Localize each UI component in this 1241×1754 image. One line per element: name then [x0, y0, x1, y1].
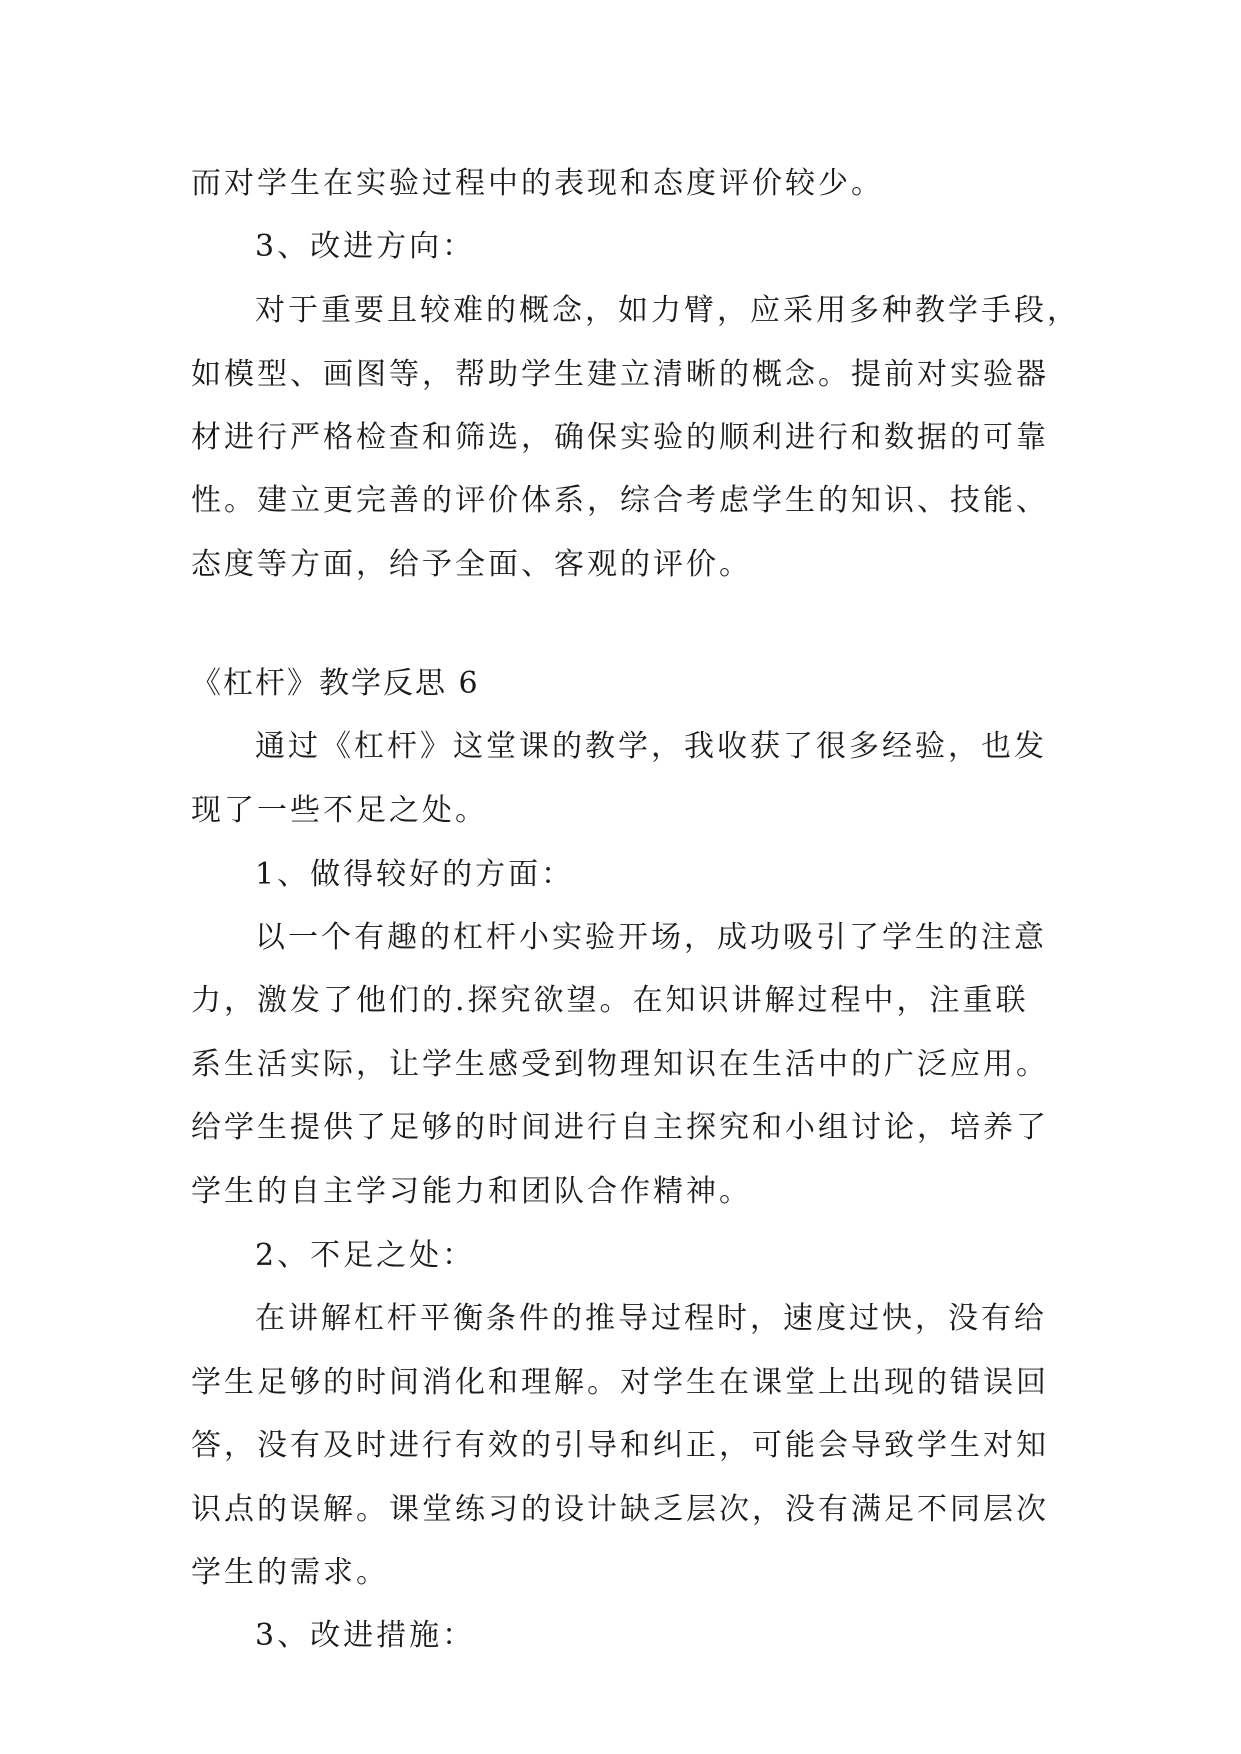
subheading-strengths: 1、做得较好的方面： [255, 857, 575, 892]
subheading-improvement-measures: 3、改进措施： [255, 1618, 476, 1653]
paragraph-line: 学生的自主学习能力和团队合作精神。 [191, 1174, 752, 1209]
paragraph-line: 如模型、画图等，帮助学生建立清晰的概念。提前对实验器 [191, 357, 1049, 392]
subheading-shortcomings: 2、不足之处： [255, 1238, 476, 1273]
paragraph-line: 而对学生在实验过程中的表现和态度评价较少。 [191, 166, 884, 201]
paragraph-line: 现了一些不足之处。 [191, 793, 488, 828]
section-title: 《杠杆》教学反思 6 [191, 666, 480, 701]
paragraph-line: 识点的误解。课堂练习的设计缺乏层次，没有满足不同层次 [191, 1492, 1049, 1527]
paragraph-line: 答，没有及时进行有效的引导和纠正，可能会导致学生对知 [191, 1428, 1049, 1463]
paragraph-line: 在讲解杠杆平衡条件的推导过程时，速度过快，没有给 [255, 1301, 1047, 1336]
paragraph-line: 以一个有趣的杠杆小实验开场，成功吸引了学生的注意 [255, 920, 1047, 955]
paragraph-line: 通过《杠杆》这堂课的教学，我收获了很多经验，也发 [255, 729, 1047, 764]
paragraph-line: 给学生提供了足够的时间进行自主探究和小组讨论，培养了 [191, 1110, 1049, 1145]
paragraph-line: 对于重要且较难的概念，如力臂，应采用多种教学手段， [255, 293, 1080, 328]
subheading-improve-direction: 3、改进方向： [255, 229, 476, 264]
paragraph-line: 材进行严格检查和筛选，确保实验的顺利进行和数据的可靠 [191, 420, 1049, 455]
paragraph-line: 系生活实际，让学生感受到物理知识在生活中的广泛应用。 [191, 1047, 1049, 1082]
paragraph-line: 学生的需求。 [191, 1555, 389, 1590]
paragraph-line: 态度等方面，给予全面、客观的评价。 [191, 547, 752, 582]
paragraph-line: 性。建立更完善的评价体系，综合考虑学生的知识、技能、 [191, 483, 1049, 518]
paragraph-line: 力，激发了他们的.探究欲望。在知识讲解过程中，注重联 [191, 983, 1029, 1018]
paragraph-line: 学生足够的时间消化和理解。对学生在课堂上出现的错误回 [191, 1365, 1049, 1400]
